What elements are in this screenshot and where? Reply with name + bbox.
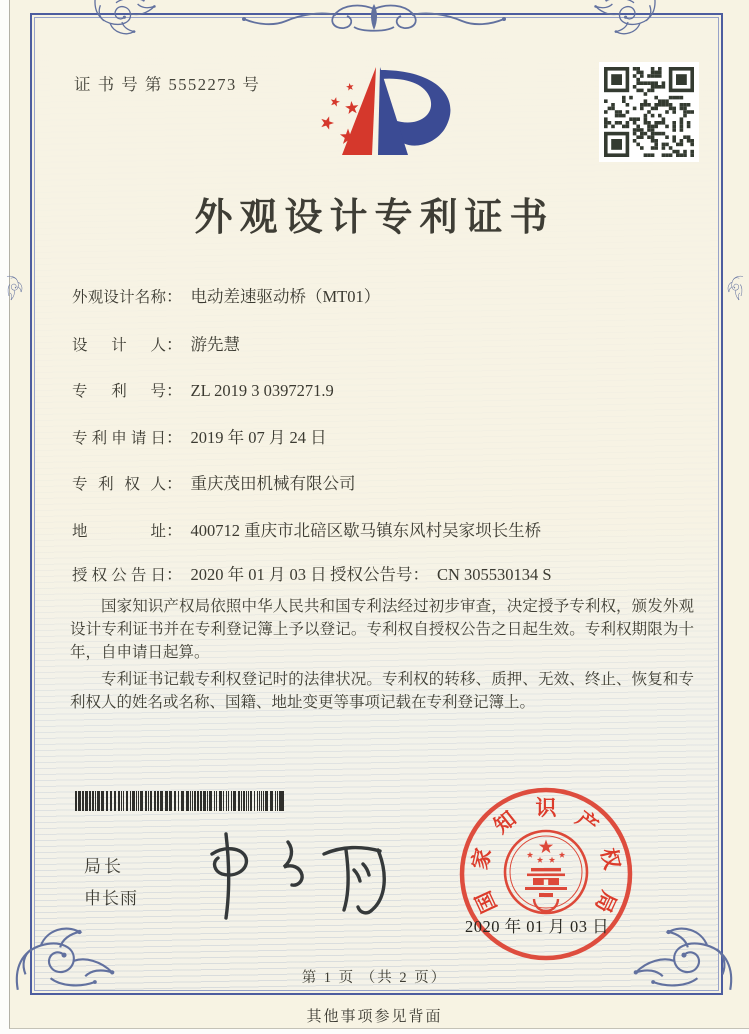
field-label: 专利权人 — [72, 476, 166, 493]
svg-text:局: 局 — [590, 887, 622, 917]
barcode-icon — [75, 791, 287, 811]
field-label: 专利号 — [72, 383, 166, 400]
director-name: 申长雨 — [84, 889, 138, 908]
field-value: 电动差速驱动桥（MT01） — [190, 287, 381, 306]
qr-code-icon — [599, 62, 699, 162]
legal-paragraph: 专利证书记载专利权登记时的法律状况。专利权的转移、质押、无效、终止、恢复和专利权人的姓名或名称、国籍、地址变更等事项记载在专利登记簿上。 — [70, 671, 694, 711]
seal-agency-text — [468, 796, 625, 916]
field-grant-number — [330, 561, 552, 585]
field-colon: ： — [166, 521, 183, 540]
page-indicator: 第 1 页 （共 2 页） — [301, 970, 448, 986]
field-row-address — [72, 517, 541, 541]
field-value: 2019 年 07 月 24 日 — [190, 428, 327, 447]
field-label: 授权公告号 — [330, 565, 413, 584]
field-value: ZL 2019 3 0397271.9 — [190, 381, 334, 400]
field-colon: ： — [166, 428, 183, 447]
field-colon: ： — [166, 381, 183, 400]
certificate-number: 证 书 号 第 5552273 号 — [74, 75, 261, 94]
field-row-patent-number — [72, 377, 334, 401]
field-label: 授权公告日 — [72, 567, 166, 584]
back-note: 其他事项参见背面 — [306, 1009, 443, 1025]
field-label: 地址 — [72, 523, 166, 540]
field-value: 400712 重庆市北碚区歇马镇东风村吴家坝长生桥 — [190, 521, 542, 540]
national-emblem-icon — [505, 831, 587, 913]
field-label: 专利申请日 — [72, 430, 166, 447]
field-label: 设计人 — [72, 337, 166, 354]
cnipa-logo-icon — [288, 42, 473, 170]
field-colon: ： — [166, 287, 183, 306]
svg-text:产: 产 — [571, 806, 603, 839]
field-row-design-name — [72, 283, 380, 307]
field-row-grant-date — [72, 561, 552, 585]
svg-text:识: 识 — [535, 796, 557, 820]
field-value: 重庆茂田机械有限公司 — [190, 474, 356, 493]
field-row-filing-date — [72, 424, 327, 448]
field-row-patentee — [72, 470, 356, 494]
field-colon: ： — [166, 565, 183, 584]
field-value: 游先慧 — [190, 335, 240, 354]
svg-text:家: 家 — [467, 845, 496, 872]
legal-paragraph: 国家知识产权局依照中华人民共和国专利法经过初步审查，决定授予专利权，颁发外观设计专利证书并在专利登记簿上予以登记。专利权自授权公告之日起生效。专利权期限为十年，自申请日起算。 — [70, 598, 694, 661]
logo-red-wedge — [342, 67, 376, 155]
field-value: CN 305530134 S — [437, 565, 552, 584]
cnipa-logo — [288, 42, 473, 170]
legal-text — [70, 595, 694, 718]
field-value: 2020 年 01 月 03 日 — [190, 565, 327, 584]
field-colon: ： — [412, 565, 429, 584]
logo-stars — [321, 83, 358, 144]
svg-text:知: 知 — [489, 806, 521, 839]
field-row-designer — [72, 331, 240, 355]
director-title: 局长 — [84, 857, 124, 876]
svg-text:权: 权 — [596, 845, 625, 872]
field-label: 外观设计名称 — [72, 289, 166, 306]
logo-blue-wedge — [378, 67, 408, 155]
certificate-title: 外观设计专利证书 — [194, 197, 555, 239]
seal-date: 2020 年 01 月 03 日 — [465, 917, 610, 936]
field-colon: ： — [166, 335, 183, 354]
director-signature-icon — [196, 820, 408, 926]
svg-text:国: 国 — [470, 887, 502, 917]
field-colon: ： — [166, 474, 183, 493]
